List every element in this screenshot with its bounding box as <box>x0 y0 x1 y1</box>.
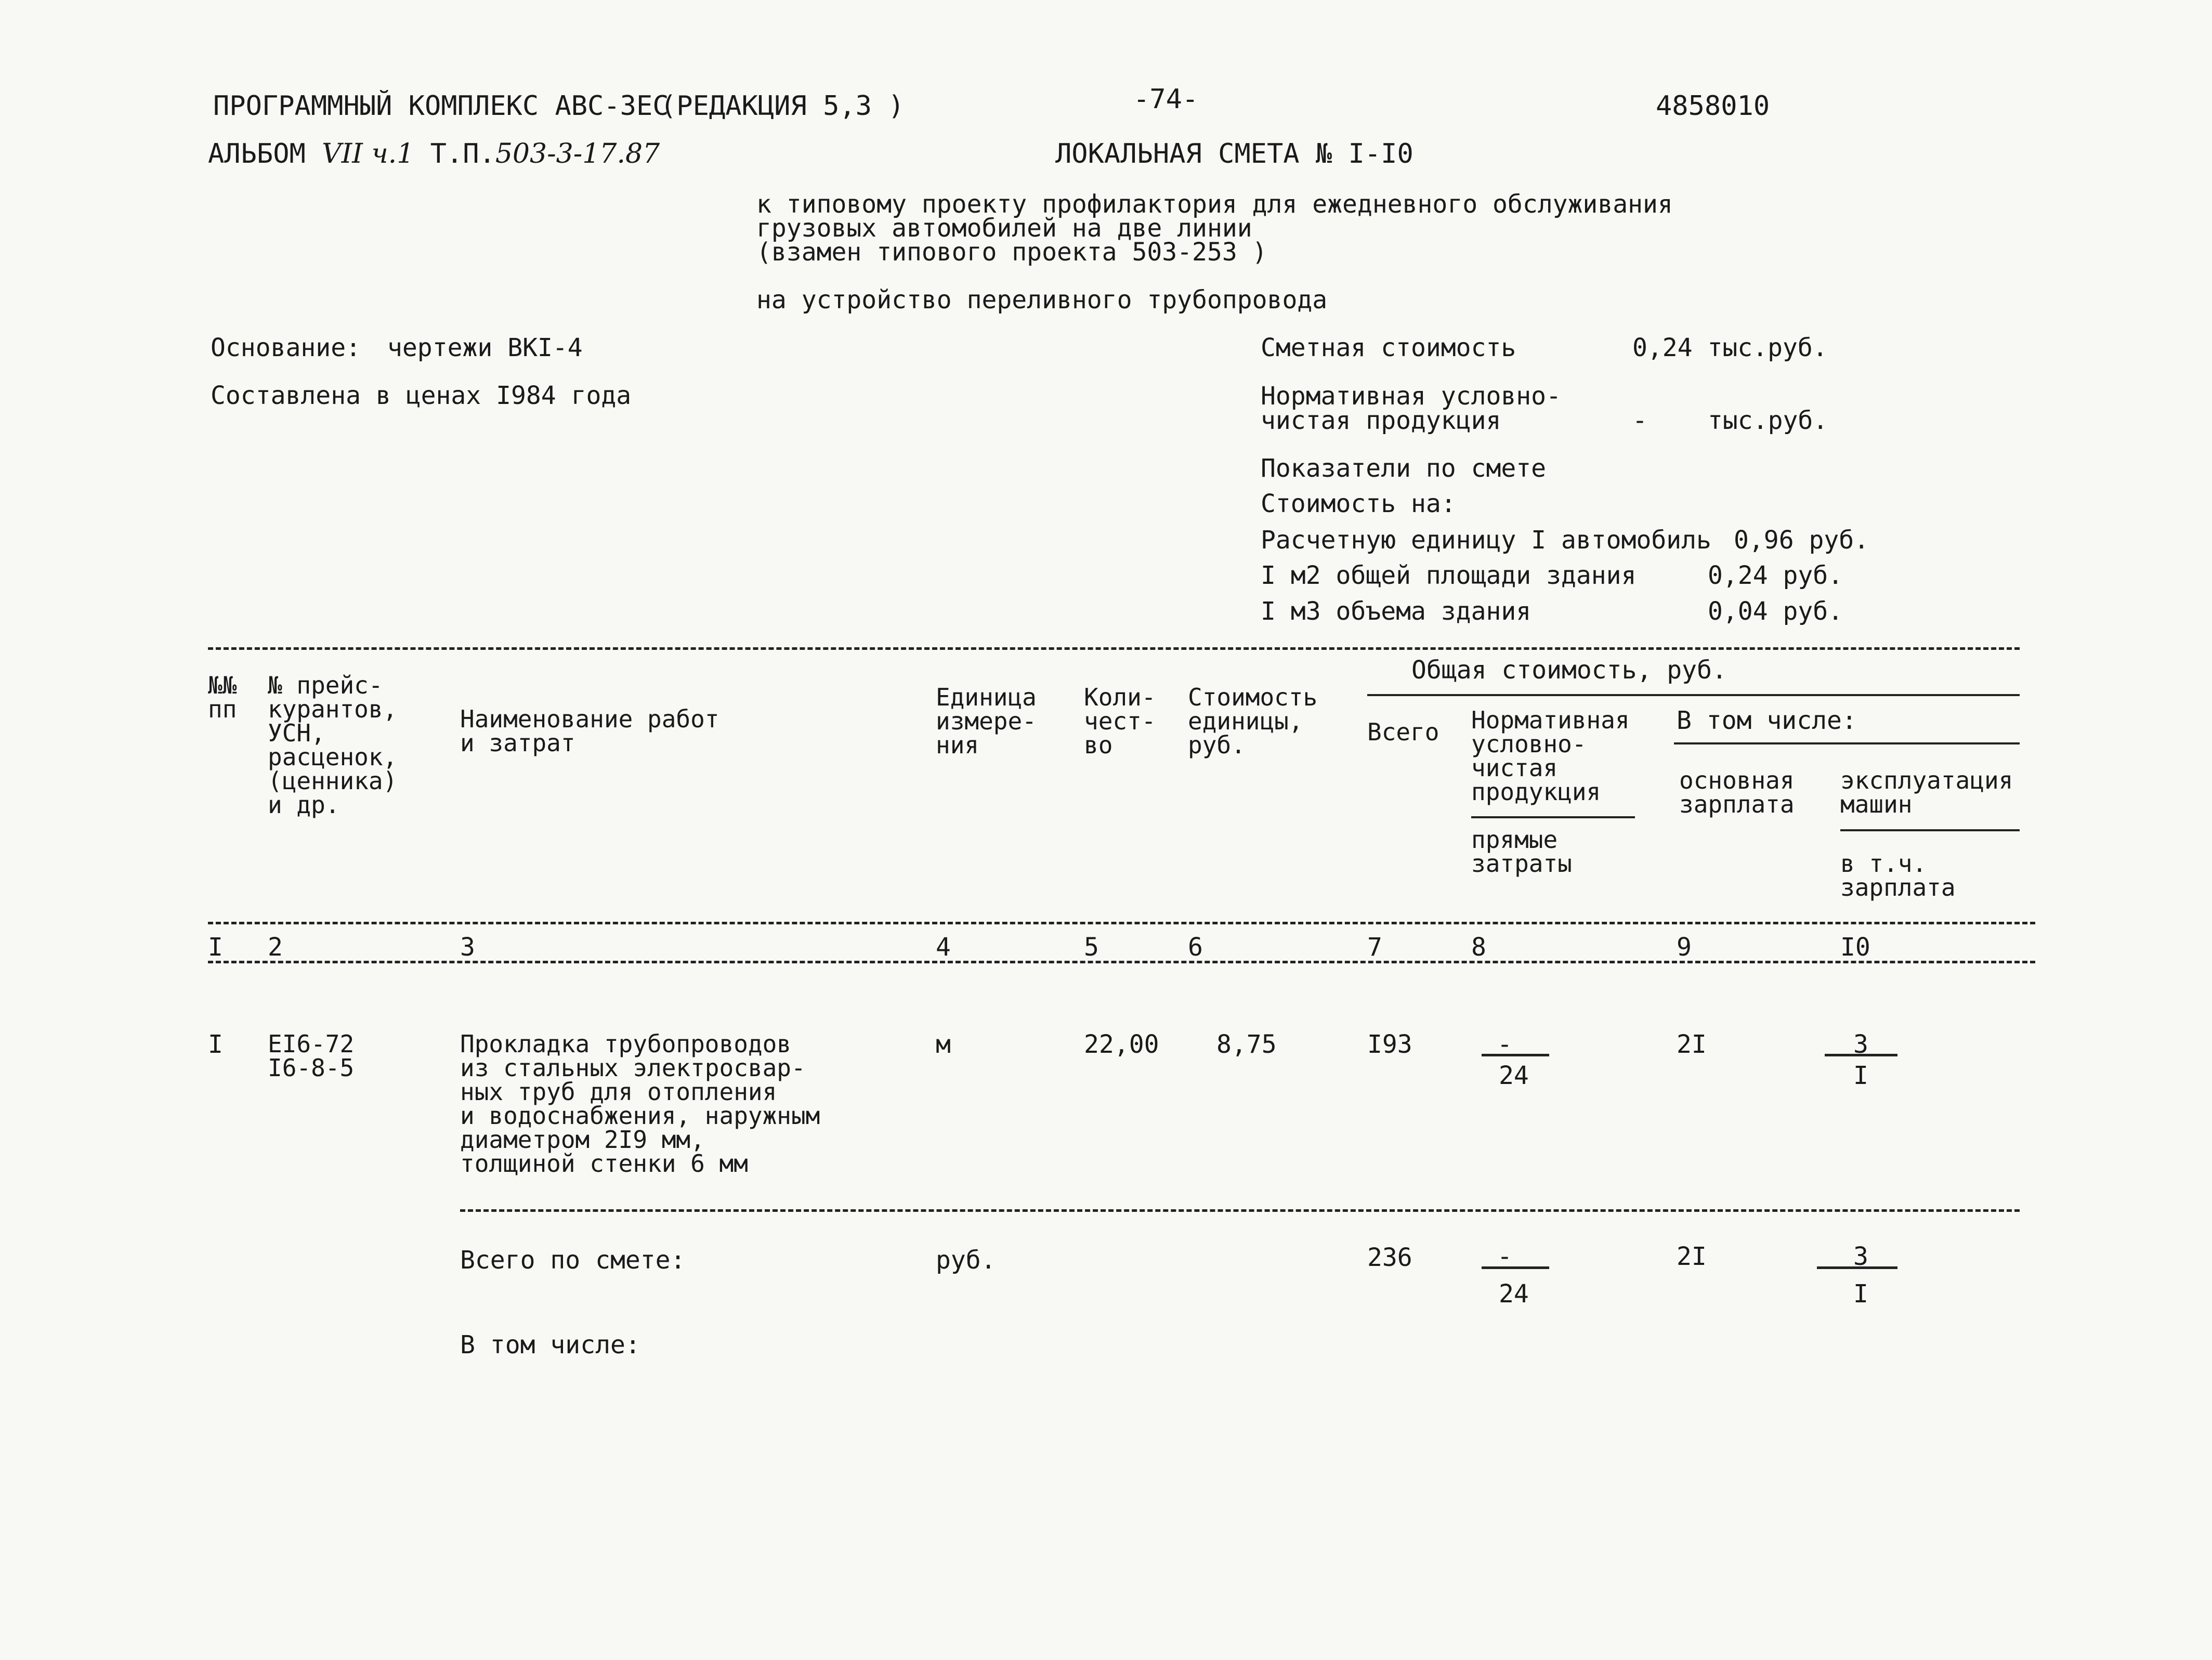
header-direct: прямые затраты <box>1471 826 1572 878</box>
colnum-7: 7 <box>1367 933 1382 962</box>
header-incl-rule <box>1674 742 2020 744</box>
colnum-9: 9 <box>1677 933 1692 962</box>
header-unit: Единица измере- ния <box>936 683 1037 759</box>
header-machines: эксплуатация машин <box>1840 766 2013 818</box>
estimated-cost-label: Сметная стоимость <box>1261 333 1516 362</box>
colnum-5: 5 <box>1084 933 1099 962</box>
basis-label: Основание: <box>211 333 361 362</box>
total-norm-fraction-line <box>1482 1266 1549 1269</box>
header-incl: В том числе: <box>1677 706 1857 735</box>
row-unit: м <box>936 1030 951 1059</box>
document-code: 4858010 <box>1656 90 1770 122</box>
subtitle <box>756 190 1673 267</box>
edition: (РЕДАКЦИЯ 5,3 ) <box>660 90 905 122</box>
header-machines-rule <box>1840 829 2020 831</box>
row-num: I <box>208 1030 223 1059</box>
per-unit-value: 0,96 руб. <box>1734 526 1869 555</box>
row-qty: 22,00 <box>1084 1030 1159 1059</box>
subtitle-line-3: (взамен типового проекта 503-253 ) <box>756 238 1267 267</box>
total-machines-fraction-line <box>1817 1266 1897 1269</box>
header-machines-salary: в т.ч. зарплата <box>1840 849 1956 901</box>
colnum-10: I0 <box>1840 933 1870 962</box>
norm-value: - <box>1632 406 1647 435</box>
row-norm-top: - <box>1497 1030 1512 1059</box>
price-basis: Составлена в ценах I984 года <box>211 381 632 410</box>
colnum-top-rule <box>208 922 2035 924</box>
header-salary: основная зарплата <box>1679 766 1795 818</box>
album-handwritten: VII ч.1 <box>322 138 414 169</box>
header-norm: Нормативная условно- чистая продукция <box>1471 706 1630 806</box>
row-machines-bottom: I <box>1853 1061 1868 1090</box>
total-machines-bottom: I <box>1853 1279 1868 1309</box>
estimate-purpose: на устройство переливного трубопровода <box>756 285 1328 315</box>
row-norm-fraction-line <box>1482 1054 1549 1056</box>
estimated-cost-value: 0,24 тыс.руб. <box>1632 333 1828 362</box>
table-top-rule <box>208 647 2020 650</box>
norm-label-2: чистая продукция <box>1261 406 1501 435</box>
header-total: Всего <box>1367 718 1439 746</box>
row-norm-bottom: 24 <box>1499 1061 1529 1090</box>
colnum-4: 4 <box>936 933 951 962</box>
header-total-group-rule <box>1367 694 2020 696</box>
colnum-bottom-rule <box>208 961 2035 963</box>
colnum-3: 3 <box>460 933 475 962</box>
per-m2-value: 0,24 руб. <box>1708 561 1843 590</box>
including-label: В том числе: <box>460 1330 640 1360</box>
total-value: 236 <box>1367 1243 1412 1272</box>
per-m3-value: 0,04 руб. <box>1708 597 1843 626</box>
per-unit-label: Расчетную единицу I автомобиль <box>1261 526 1711 555</box>
header-name: Наименование работ и затрат <box>460 705 719 757</box>
header-norm-rule <box>1471 816 1635 818</box>
indicators-label: Показатели по смете <box>1261 454 1547 483</box>
album-prefix: АЛЬБОМ <box>208 138 306 169</box>
program-name: ПРОГРАММНЫЙ КОМПЛЕКС АВС-ЗЕС <box>213 90 669 122</box>
subtitle-line-2: грузовых автомобилей на две линии <box>756 214 1252 243</box>
row-codes: ЕI6-72 I6-8-5 <box>268 1030 355 1082</box>
total-unit: руб. <box>936 1246 996 1275</box>
norm-label-1: Нормативная условно- <box>1261 382 1561 411</box>
row-unit-cost: 8,75 <box>1216 1030 1277 1059</box>
subtitle-line-1: к типовому проекту профилактория для ежедневного обслуживания <box>756 190 1673 219</box>
total-norm-top: - <box>1497 1242 1512 1271</box>
document-title: ЛОКАЛЬНАЯ СМЕТА № I-I0 <box>1055 138 1413 169</box>
page-number: -74- <box>1133 84 1199 115</box>
row-total: I93 <box>1367 1030 1412 1059</box>
header-pricelist: № прейс- курантов, УСН, расценок, (ценника) и др. <box>268 671 398 819</box>
row-machines-top: 3 <box>1853 1030 1868 1059</box>
header-num: №№ пп <box>208 671 237 723</box>
album-tp-number: 503-3-17.87 <box>495 138 660 169</box>
basis-value: чертежи ВКI-4 <box>387 333 583 362</box>
norm-unit: тыс.руб. <box>1708 406 1828 435</box>
colnum-2: 2 <box>268 933 283 962</box>
row-machines-fraction-line <box>1825 1054 1897 1056</box>
total-label: Всего по смете: <box>460 1246 686 1275</box>
row-name: Прокладка трубопроводов из стальных электросвар- ных труб для отопления и водоснабжения, наружным диаметром 2I9 мм, толщиной стенки 6 мм <box>460 1030 820 1178</box>
cost-on-label: Стоимость на: <box>1261 489 1456 518</box>
per-m3-label: I м3 объема здания <box>1261 597 1532 626</box>
album-label <box>208 140 660 167</box>
total-machines-top: 3 <box>1853 1242 1868 1271</box>
row-salary: 2I <box>1677 1030 1707 1059</box>
colnum-1: I <box>208 933 223 962</box>
colnum-6: 6 <box>1188 933 1203 962</box>
total-top-rule <box>460 1209 2020 1212</box>
total-norm-bottom: 24 <box>1499 1279 1529 1309</box>
total-salary: 2I <box>1677 1242 1707 1271</box>
header-total-group: Общая стоимость, руб. <box>1411 656 1727 685</box>
album-tp: Т.П. <box>430 138 495 169</box>
per-m2-label: I м2 общей площади здания <box>1261 561 1637 590</box>
header-unit-cost: Стоимость единицы, руб. <box>1188 683 1318 759</box>
colnum-8: 8 <box>1471 933 1486 962</box>
header-qty: Коли- чест- во <box>1084 683 1156 759</box>
